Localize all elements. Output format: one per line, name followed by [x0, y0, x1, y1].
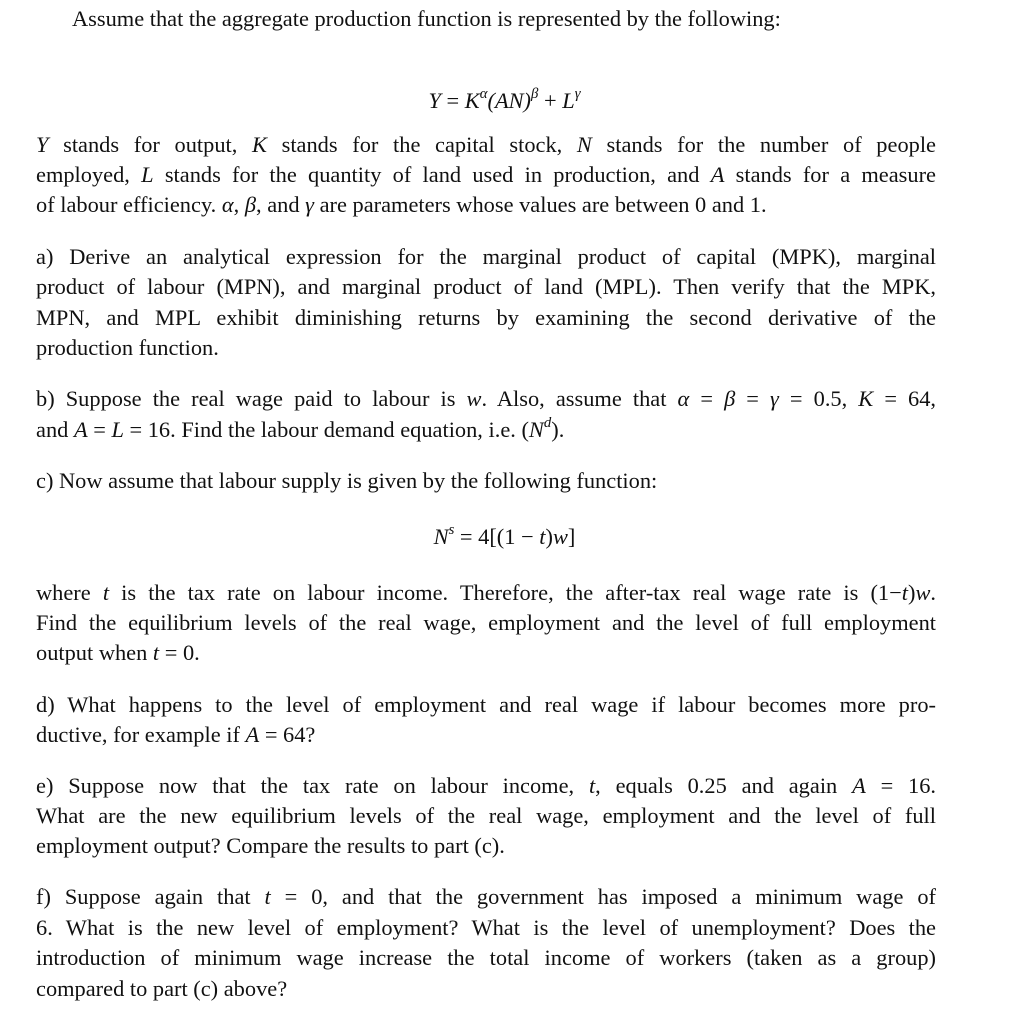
intro-text: Assume that the aggregate production function is represented by the following: [72, 6, 781, 31]
part-d-line-2: ductive, for example if A = 64? [36, 722, 316, 747]
part-c-line-3: output when t = 0. [36, 640, 200, 665]
part-e-line-1: e) Suppose now that the tax rate on labour income, t, equals 0.25 and again A = 16. [36, 773, 936, 798]
part-b-line-1: b) Suppose the real wage paid to labour is w. Also, assume that α = β = γ = 0.5, K = 64, [36, 386, 937, 411]
part-f-line-1: f) Suppose again that t = 0, and that the government has imposed a minimum wage of [36, 884, 936, 909]
part-a-line-3: MPN, and MPL exhibit diminishing returns by examining the second derivative of the [36, 305, 936, 330]
part-c-line-1: where t is the tax rate on labour income. Therefore, the after-tax real wage rate is (1−t)w. [36, 580, 937, 605]
part-a-line-2: product of labour (MPN), and marginal product of land (MPL). Then verify that the MPK, [36, 274, 936, 299]
production-function-equation: $Y = K^\alpha(AN)^\beta + L^\gamma$ [428, 86, 581, 113]
part-a-line-4: production function. [36, 335, 219, 360]
part-c-intro: c) Now assume that labour supply is given by the following function: [36, 468, 658, 493]
definitions-line-3: of labour efficiency. α, β, and γ are parameters whose values are between 0 and 1. [36, 192, 767, 217]
part-c-line-2: Find the equilibrium levels of the real wage, employment and the level of full employment [36, 610, 936, 635]
part-e-line-3: employment output? Compare the results to part (c). [36, 833, 505, 858]
definitions-line-1: Y stands for output, K stands for the capital stock, N stands for the number of people [36, 132, 936, 157]
part-f-line-2: 6. What is the new level of employment? What is the level of unemployment? Does the [36, 915, 936, 940]
part-b-line-2: and A = L = 16. Find the labour demand equation, i.e. $(N^d)$. [36, 415, 565, 442]
part-f-line-4: compared to part (c) above? [36, 976, 288, 1001]
part-d-line-1: d) What happens to the level of employment and real wage if labour becomes more pro- [36, 692, 936, 717]
definitions-line-2: employed, L stands for the quantity of land used in production, and A stands for a measure [36, 162, 936, 187]
part-e-line-2: What are the new equilibrium levels of the real wage, employment and the level of full [36, 803, 936, 828]
labour-supply-equation: $N^s = 4[(1 - t)w]$ [433, 522, 576, 549]
part-f-line-3: introduction of minimum wage increase the total income of workers (taken as a group) [36, 945, 936, 970]
part-a-line-1: a) Derive an analytical expression for the marginal product of capital (MPK), marginal [36, 244, 936, 269]
